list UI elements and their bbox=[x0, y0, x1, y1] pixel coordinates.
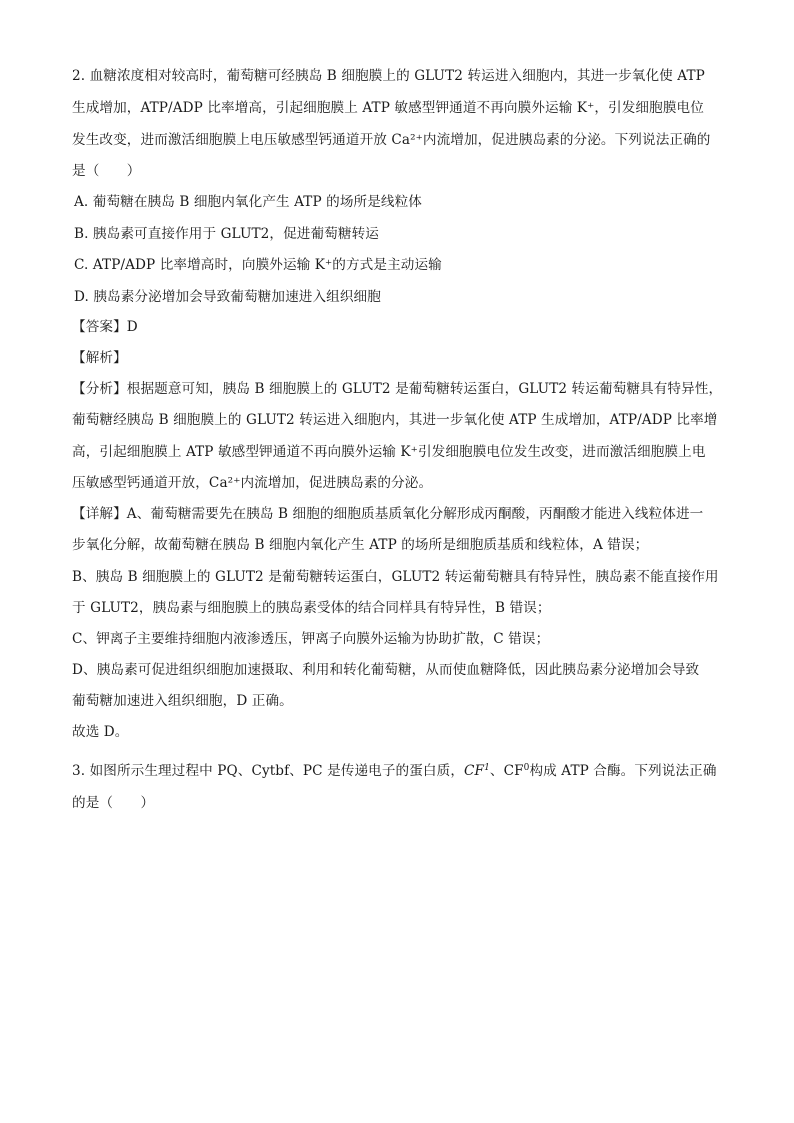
q2-option-c: C. ATP/ADP 比率增高时，向膜外运输 K⁺的方式是主动运输 bbox=[74, 257, 442, 273]
q2-xiangjie-line-6: D、胰岛素可促进组织细胞加速摄取、利用和转化葡萄糖，从而使血糖降低，因此胰岛素分泌增加会导致 bbox=[72, 662, 700, 678]
q2-xiangjie-line-7: 葡萄糖加速进入组织细胞，D 正确。 bbox=[72, 693, 293, 709]
q2-xiangjie-line-4: 于 GLUT2，胰岛素与细胞膜上的胰岛素受体的结合同样具有特异性，B 错误； bbox=[72, 600, 551, 616]
q3-cf0-label: $CF^0$ bbox=[503, 763, 530, 779]
q2-xiangjie-line-2: 步氧化分解，故葡萄糖在胰岛 B 细胞内氧化产生 ATP 的场所是细胞质基质和线粒体，A 错误； bbox=[72, 537, 649, 553]
q2-xiangjie-line-1: 【详解】A、葡萄糖需要先在胰岛 B 细胞的细胞质基质氧化分解形成丙酮酸，丙酮酸才能进入线粒体进一 bbox=[72, 506, 704, 522]
q2-conclusion: 故选 D。 bbox=[72, 724, 129, 740]
q2-option-d: D. 胰岛素分泌增加会导致葡萄糖加速进入组织细胞 bbox=[74, 289, 381, 305]
q2-fenxi-line-4: 压敏感型钙通道开放，Ca²⁺内流增加，促进胰岛素的分泌。 bbox=[72, 475, 433, 491]
q3-cf1-label: $CF^1$ bbox=[464, 763, 490, 779]
q2-stem-line-4: 是（ ） bbox=[72, 163, 141, 179]
q2-stem-line-2: 生成增加，ATP/ADP 比率增高，引起细胞膜上 ATP 敏感型钾通道不再向膜外运输 K⁺，引发细胞膜电位 bbox=[72, 100, 704, 116]
q3-stem-line-2: 的是（ ） bbox=[72, 795, 155, 811]
q2-fenxi-line-2: 葡萄糖经胰岛 B 细胞膜上的 GLUT2 转运进入细胞内，其进一步氧化使 ATP 生成增加，ATP/ADP 比率增 bbox=[72, 412, 718, 428]
q2-option-a: A. 葡萄糖在胰岛 B 细胞内氧化产生 ATP 的场所是线粒体 bbox=[74, 194, 422, 210]
q2-option-b: B. 胰岛素可直接作用于 GLUT2，促进葡萄糖转运 bbox=[74, 226, 379, 242]
q2-xiangjie-line-5: C、钾离子主要维持细胞内液渗透压，钾离子向膜外运输为协助扩散，C 错误； bbox=[72, 631, 550, 647]
q2-stem-line-3: 发生改变，进而激活细胞膜上电压敏感型钙通道开放 Ca²⁺内流增加，促进胰岛素的分泌。下列说法正确的 bbox=[72, 132, 711, 148]
q3-separator: 、 bbox=[489, 763, 504, 779]
q3-stem-text-b: 构成 ATP 合酶。下列说法正确 bbox=[529, 763, 717, 779]
q2-fenxi-line-3: 高，引起细胞膜上 ATP 敏感型钾通道不再向膜外运输 K⁺引发细胞膜电位发生改变，进而激活细胞膜上电 bbox=[72, 444, 706, 460]
q2-fenxi-line-1: 【分析】根据题意可知，胰岛 B 细胞膜上的 GLUT2 是葡萄糖转运蛋白，GLUT2 转运葡萄糖具有特异性， bbox=[72, 381, 723, 397]
q3-stem-text-a: 3. 如图所示生理过程中 PQ、Cytbf、PC 是传递电子的蛋白质， bbox=[72, 763, 465, 779]
q2-xiangjie-line-3: B、胰岛 B 细胞膜上的 GLUT2 是葡萄糖转运蛋白，GLUT2 转运葡萄糖具有特异性，胰岛素不能直接作用 bbox=[72, 569, 719, 585]
q2-analysis-heading: 【解析】 bbox=[72, 350, 127, 366]
q2-stem-line-1: 2. 血糖浓度相对较高时，葡萄糖可经胰岛 B 细胞膜上的 GLUT2 转运进入细胞内，其进一步氧化使 ATP bbox=[72, 68, 705, 84]
q3-stem-line-1 bbox=[72, 759, 717, 780]
q2-answer: 【答案】D bbox=[72, 319, 138, 335]
